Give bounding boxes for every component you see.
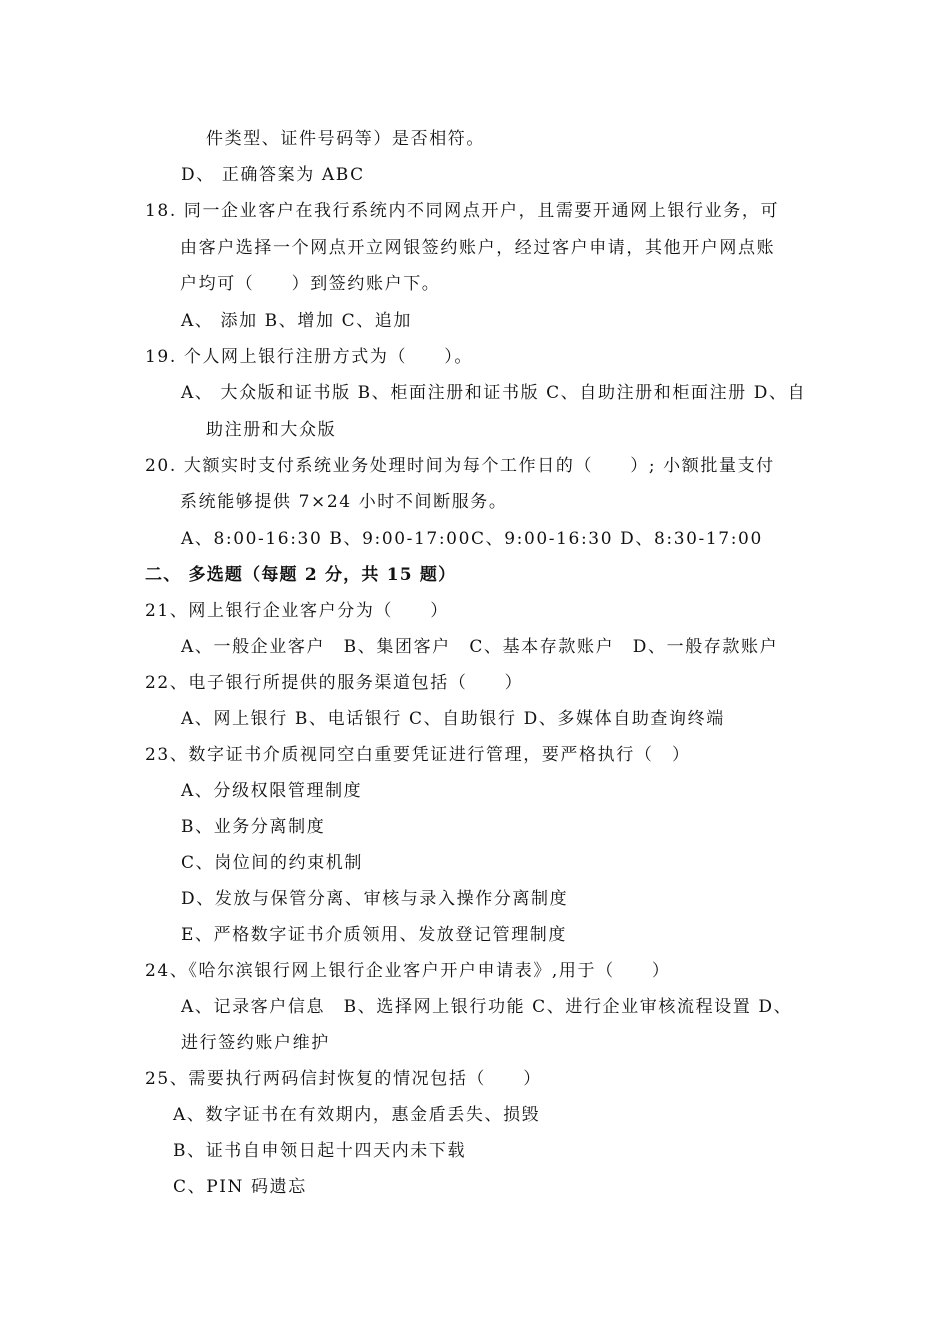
q18-question-line-1: 18. 同一企业客户在我行系统内不同网点开户，且需要开通网上银行业务，可 (145, 201, 780, 221)
q24-options-line-1: A、记录客户信息 B、选择网上银行功能 C、进行企业审核流程设置 D、 (181, 997, 793, 1017)
q24-question: 24、《哈尔滨银行网上银行企业客户开户申请表》,用于（ ） (145, 961, 671, 981)
section-heading-multiple-choice: 二、 多选题（每题 2 分，共 15 题） (145, 565, 457, 585)
q17-option-c-continuation: 件类型、证件号码等）是否相符。 (206, 129, 485, 149)
q21-options: A、一般企业客户 B、集团客户 C、基本存款账户 D、一般存款账户 (181, 637, 779, 657)
q17-option-d: D、 正确答案为 ABC (181, 165, 365, 185)
q25-option-b: B、证书自申领日起十四天内未下载 (173, 1141, 467, 1161)
q18-question-line-3: 户均可（ ）到签约账户下。 (180, 274, 441, 294)
q20-options: A、8:00-16:30 B、9:00-17:00C、9:00-16:30 D、8:30-17:00 (181, 529, 763, 549)
q22-question: 22、电子银行所提供的服务渠道包括（ ） (145, 673, 524, 693)
q20-question-line-1: 20. 大额实时支付系统业务处理时间为每个工作日的（ ）; 小额批量支付 (145, 456, 775, 476)
q23-option-e: E、严格数字证书介质领用、发放登记管理制度 (181, 925, 568, 945)
q19-options-line-2: 助注册和大众版 (206, 420, 337, 440)
q19-options-line-1: A、 大众版和证书版 B、柜面注册和证书版 C、自助注册和柜面注册 D、自 (181, 383, 807, 403)
q23-option-c: C、岗位间的约束机制 (181, 853, 364, 873)
q18-options: A、 添加 B、增加 C、追加 (181, 311, 412, 331)
q23-option-a: A、分级权限管理制度 (181, 781, 363, 801)
q24-options-line-2: 进行签约账户维护 (181, 1033, 330, 1053)
q18-question-line-2: 由客户选择一个网点开立网银签约账户，经过客户申请，其他开户网点账 (180, 238, 776, 258)
q20-question-line-2: 系统能够提供 7×24 小时不间断服务。 (180, 492, 508, 512)
q23-option-b: B、业务分离制度 (181, 817, 326, 837)
q19-question: 19. 个人网上银行注册方式为（ ）。 (145, 347, 473, 367)
q21-question: 21、网上银行企业客户分为（ ） (145, 601, 449, 621)
q22-options: A、网上银行 B、电话银行 C、自助银行 D、多媒体自助查询终端 (181, 709, 725, 729)
q25-question: 25、需要执行两码信封恢复的情况包括（ ） (145, 1069, 542, 1089)
q25-option-a: A、数字证书在有效期内，惠金盾丢失、损毁 (173, 1105, 541, 1125)
q23-option-d: D、发放与保管分离、审核与录入操作分离制度 (181, 889, 569, 909)
q23-question: 23、数字证书介质视同空白重要凭证进行管理，要严格执行（ ） (145, 745, 691, 765)
q25-option-c: C、PIN 码遗忘 (173, 1177, 307, 1197)
